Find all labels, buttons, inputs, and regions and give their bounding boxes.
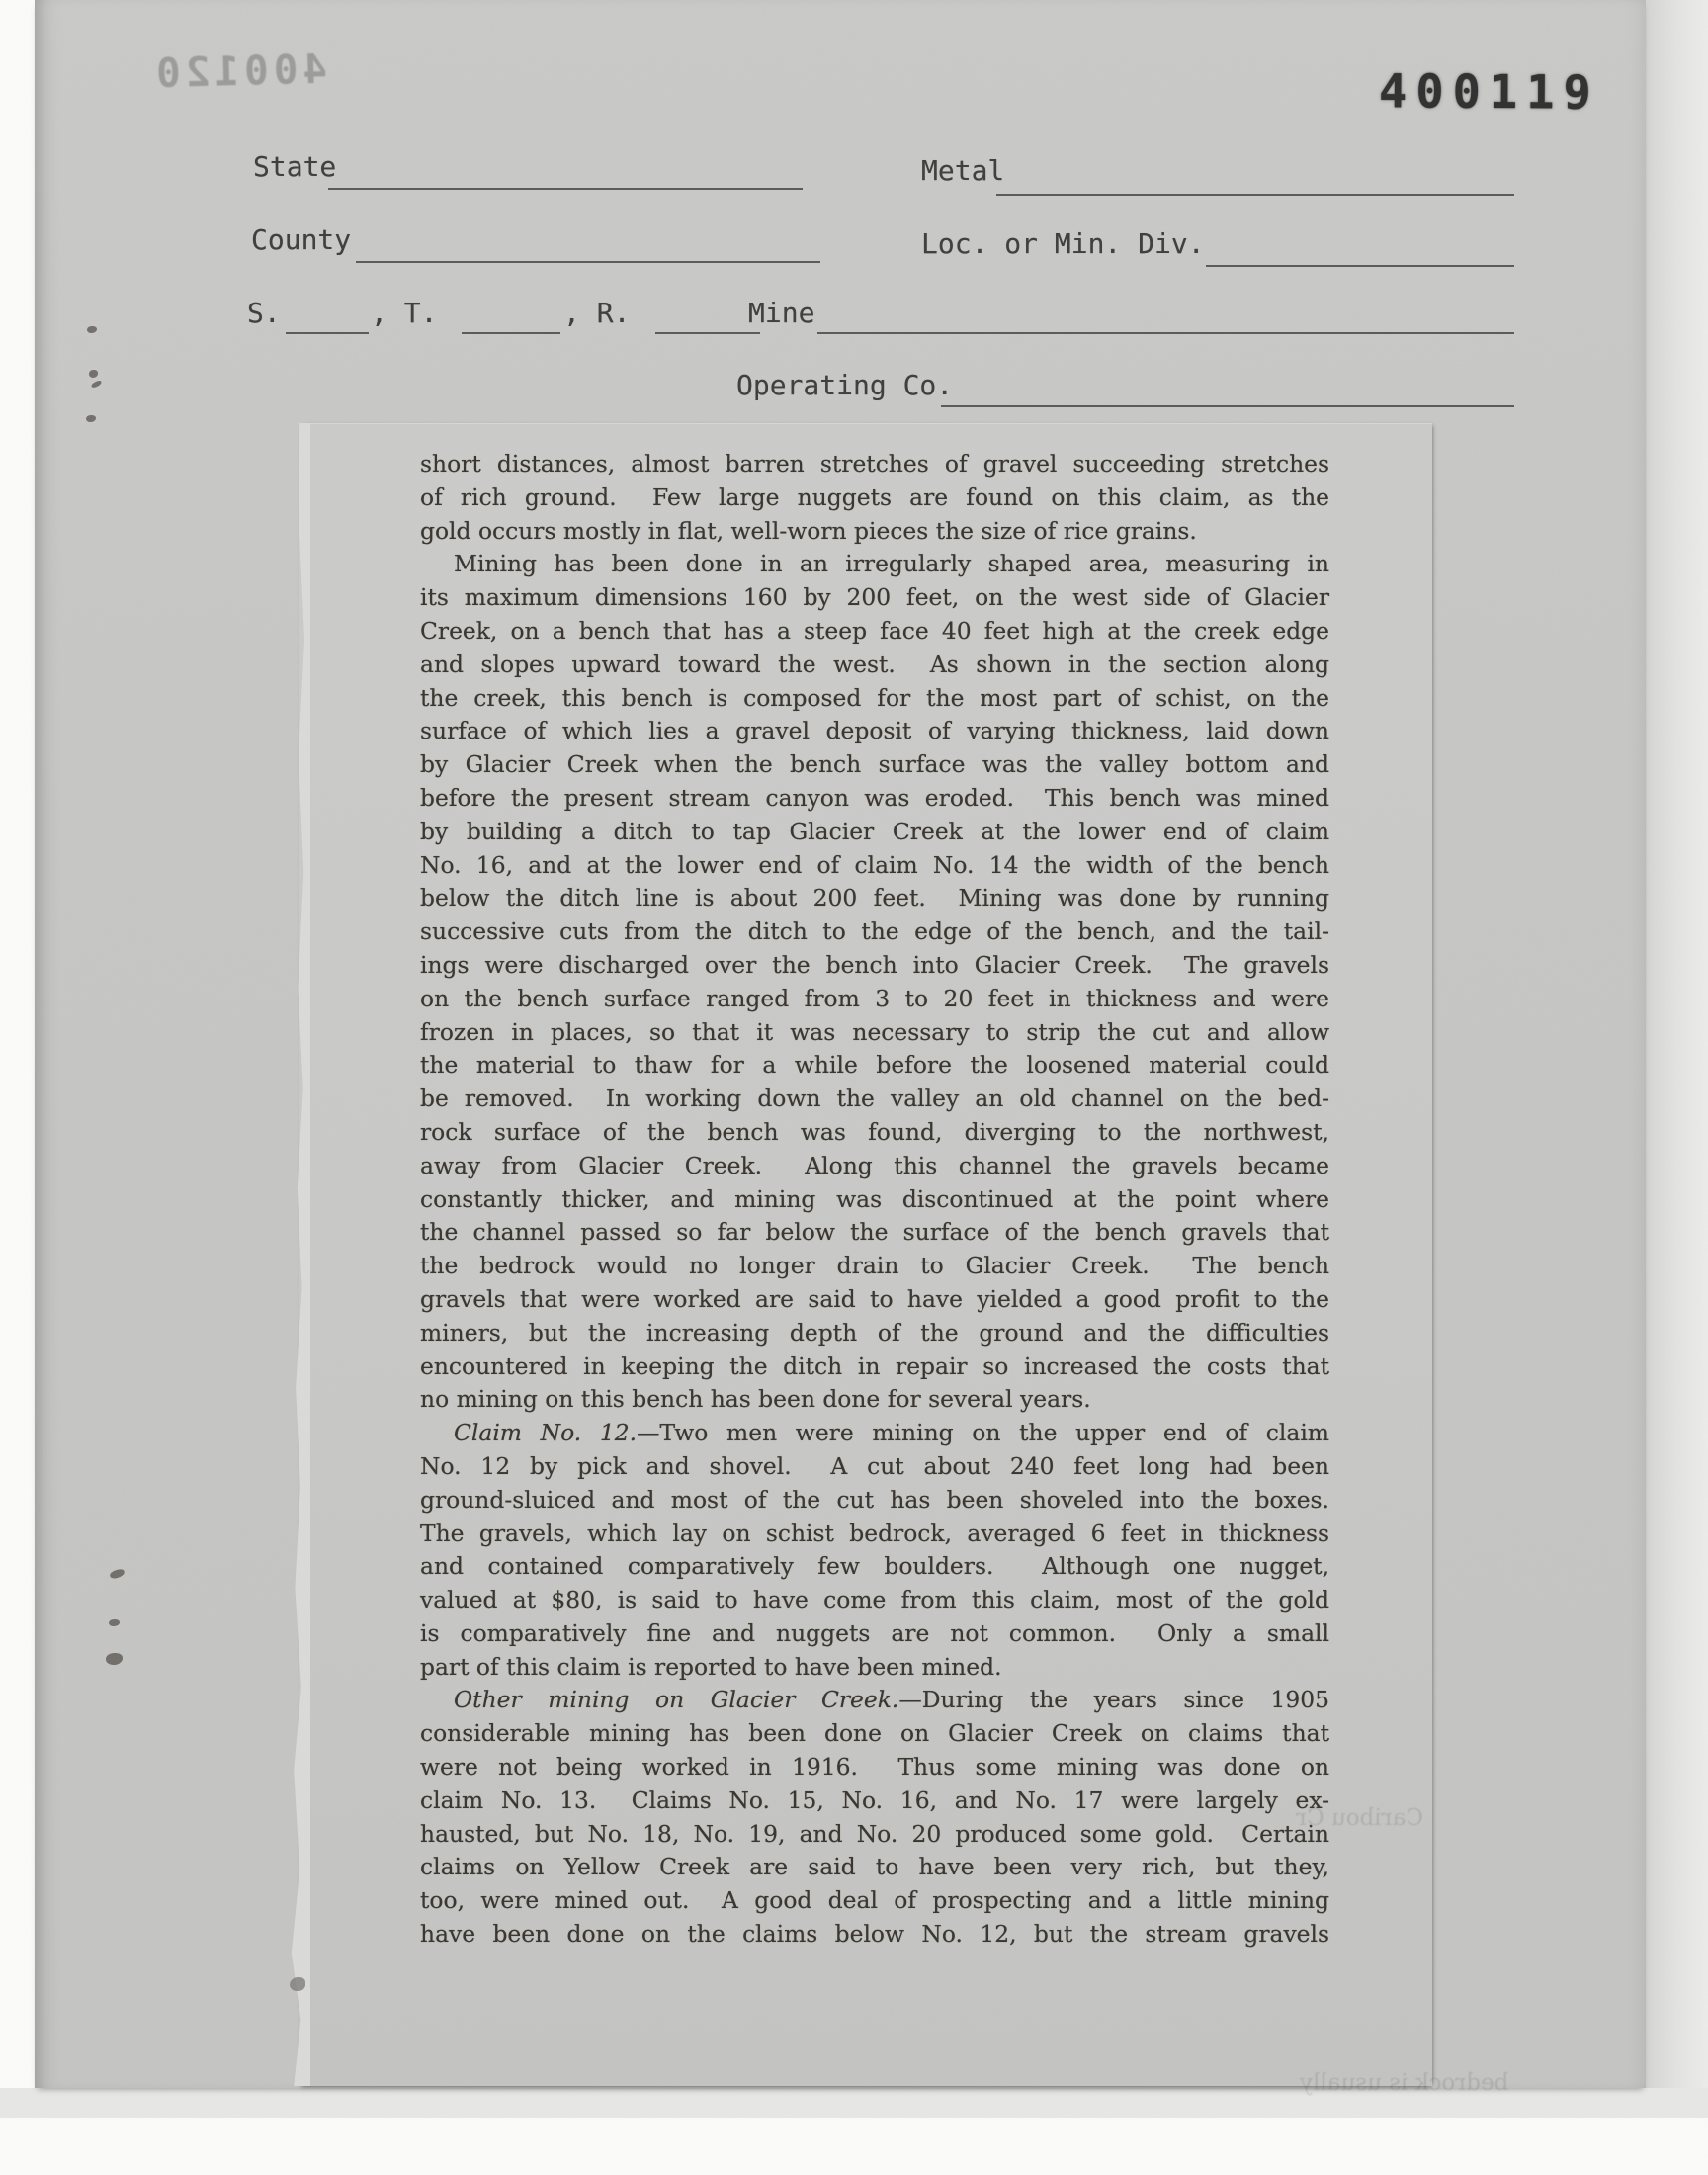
county-field-line <box>356 261 820 263</box>
state-field-label: State <box>253 150 337 183</box>
printed-text-line: on the bench surface ranged from 3 to 20 feet in thickness and were <box>420 984 1329 1012</box>
printed-text-line: of rich ground. Few large nuggets are found on this claim, as the <box>420 482 1329 511</box>
ink-speck <box>87 326 97 333</box>
printed-text-line: rock surface of the bench was found, diverging to the northwest, <box>420 1117 1329 1146</box>
printed-text-line: encountered in keeping the ditch in repair so increased the costs that <box>420 1351 1329 1380</box>
section-field-line <box>286 332 369 334</box>
mining-record-form-sheet <box>35 0 1646 2096</box>
printed-text-line: no mining on this bench has been done for several years. <box>420 1385 1091 1414</box>
operating-co-field-line <box>941 405 1514 407</box>
printed-text-line: Other mining on Glacier Creek.—During the years since 1905 <box>454 1686 1329 1714</box>
bleedthrough-stamp-number: 400120 <box>150 44 328 98</box>
metal-field-label: Metal <box>921 154 1005 187</box>
metal-field-line <box>996 194 1514 196</box>
printed-text-line: before the present stream canyon was eroded. This bench was mined <box>420 783 1329 812</box>
mine-field-line <box>817 332 1514 334</box>
bleedthrough-text: bedrock is usually <box>1300 2070 1509 2096</box>
printed-text-line: the bedrock would no longer drain to Glacier Creek. The bench <box>420 1252 1329 1280</box>
printed-text-line: and contained comparatively few boulders. Although one nugget, <box>420 1552 1329 1581</box>
printed-text-line: frozen in places, so that it was necessary to strip the cut and allow <box>420 1017 1329 1046</box>
printed-text-line: short distances, almost barren stretches of gravel succeeding stretches <box>420 450 1329 478</box>
printed-text-line: part of this claim is reported to have been mined. <box>420 1652 1002 1681</box>
scan-right-margin <box>1641 0 1708 2116</box>
printed-text-line: surface of which lies a gravel deposit of varying thickness, laid down <box>420 717 1329 745</box>
printed-text-line: constantly thicker, and mining was discontinued at the point where <box>420 1184 1329 1213</box>
printed-text-line: too, were mined out. A good deal of prospecting and a little mining <box>420 1886 1329 1915</box>
ink-speck <box>106 1653 123 1665</box>
printed-text-line: Creek, on a bench that has a steep face 40 feet high at the creek edge <box>420 616 1329 645</box>
ink-speck <box>86 415 96 422</box>
printed-text-line: No. 12 by pick and shovel. A cut about 240 feet long had been <box>420 1451 1329 1480</box>
printed-text-line: the channel passed so far below the surface of the bench gravels that <box>420 1218 1329 1247</box>
printed-text-line: gold occurs mostly in flat, well-worn pieces the size of rice grains. <box>420 516 1197 545</box>
ink-speck <box>89 370 98 378</box>
ink-speck <box>109 1568 126 1580</box>
printed-text-line: successive cuts from the ditch to the edge of the bench, and the tail- <box>420 917 1329 946</box>
report-text-column <box>420 448 1329 1952</box>
printed-text-line: the creek, this bench is composed for the most part of schist, on the <box>420 683 1329 712</box>
printed-text-line: Claim No. 12.—Two men were mining on the upper end of claim <box>454 1419 1329 1447</box>
printed-text-line: have been done on the claims below No. 12, but the stream gravels <box>420 1920 1329 1949</box>
printed-text-line: be removed. In working down the valley an old channel on the bed- <box>420 1085 1329 1113</box>
printed-text-line: miners, but the increasing depth of the ground and the difficulties <box>420 1318 1329 1347</box>
printed-text-line: below the ditch line is about 200 feet. Mining was done by running <box>420 884 1329 913</box>
printed-text-line: is comparatively fine and nuggets are not common. Only a small <box>420 1618 1329 1647</box>
printed-text-line: its maximum dimensions 160 by 200 feet, on the west side of Glacier <box>420 583 1329 612</box>
printed-text-line: away from Glacier Creek. Along this channel the gravels became <box>420 1151 1329 1179</box>
operating-co-field-label: Operating Co. <box>736 369 954 401</box>
loc-or-min-div-field-label: Loc. or Min. Div. <box>921 227 1205 260</box>
printed-text-line: were not being worked in 1916. Thus some mining was done on <box>420 1753 1329 1782</box>
printed-text-line: No. 16, and at the lower end of claim No. 14 the width of the bench <box>420 850 1329 879</box>
township-field-label: , T. <box>371 297 438 329</box>
printed-text-line: claims on Yellow Creek are said to have been very rich, but they, <box>420 1853 1329 1881</box>
state-field-line <box>328 188 803 190</box>
printed-text-line: claim No. 13. Claims No. 15, No. 16, and No. 17 were largely ex- <box>420 1785 1329 1814</box>
torn-paper-notch <box>290 1977 305 1991</box>
stamp-number: 400119 <box>1378 64 1600 121</box>
range-field-label: , R. <box>563 297 631 329</box>
printed-text-line: hausted, but No. 18, No. 19, and No. 20 produced some gold. Certain <box>420 1819 1329 1848</box>
printed-text-line: The gravels, which lay on schist bedrock, averaged 6 feet in thickness <box>420 1519 1329 1547</box>
printed-text-line: by Glacier Creek when the bench surface was the valley bottom and <box>420 750 1329 779</box>
range-field-line <box>655 332 760 334</box>
township-field-line <box>462 332 560 334</box>
pasted-report-clipping <box>299 423 1509 2096</box>
printed-text-line: valued at $80, is said to have come from this claim, most of the gold <box>420 1586 1329 1614</box>
torn-paper-edge <box>287 423 310 2086</box>
printed-text-line: ground-sluiced and most of the cut has been shoveled into the boxes. <box>420 1485 1329 1514</box>
mine-field-label: Mine <box>748 297 815 329</box>
loc-or-min-div-field-line <box>1206 265 1514 267</box>
printed-text-line: Mining has been done in an irregularly shaped area, measuring in <box>454 550 1329 578</box>
section-field-label: S. <box>247 297 281 329</box>
county-field-label: County <box>251 223 352 256</box>
printed-text-line: the material to thaw for a while before the loosened material could <box>420 1051 1329 1080</box>
printed-text-line: by building a ditch to tap Glacier Creek at the lower end of claim <box>420 817 1329 845</box>
ink-speck <box>109 1619 120 1626</box>
bleedthrough-text: Caribou Cr <box>1296 1805 1423 1831</box>
printed-text-line: and slopes upward toward the west. As shown in the section along <box>420 650 1329 678</box>
printed-text-line: ings were discharged over the bench into Glacier Creek. The gravels <box>420 950 1329 979</box>
printed-text-line: considerable mining has been done on Glacier Creek on claims that <box>420 1719 1329 1748</box>
ink-speck <box>90 380 102 389</box>
printed-text-line: gravels that were worked are said to have yielded a good profit to the <box>420 1284 1329 1313</box>
